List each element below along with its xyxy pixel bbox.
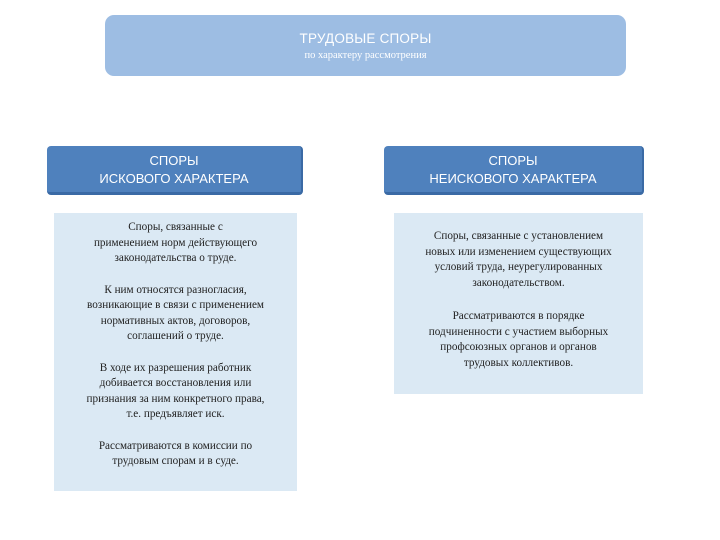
left-p3-line-4: т.е. предъявляет иск. [126,408,225,420]
left-p1-line-1: Споры, связанные с [128,221,223,233]
left-p4-line-1: Рассматриваются в комиссии по [98,439,253,452]
left-p3-line-2: добивается восстановления или [99,377,252,389]
left-paragraph-1 [58,220,293,267]
left-header-box [47,146,303,195]
diagram-subtitle: по характеру рассмотрения [304,50,427,61]
right-p2-line-1: Рассматриваются в порядке [452,310,585,322]
left-p2-line-4: соглашений о труде. [127,330,224,342]
right-p2-line-4: трудовых коллективов. [463,356,574,369]
left-p4-line-2: трудовым спорам и в суде. [112,455,239,467]
left-header-line-1: СПОРЫ [149,153,199,168]
left-p3-line-1: В ходе их разрешения работник [99,361,252,374]
right-p2-line-3: профсоюзных органов и органов [440,341,597,353]
right-header-line-2: НЕИСКОВОГО ХАРАКТЕРА [429,171,597,186]
right-p1-line-2: новых или изменением существующих [425,245,612,258]
left-paragraph-2 [58,283,293,345]
left-paragraph-4 [58,439,293,470]
left-p3-line-3: признания за ним конкретного права, [86,392,265,405]
top-category-box [105,15,626,76]
right-p1-line-3: условий труда, неурегулированных [434,261,603,273]
left-p2-line-3: нормативных актов, договоров, [100,314,251,327]
left-p1-line-2: применением норм действующего [93,236,258,249]
right-paragraph-2 [400,309,637,371]
diagram-title: ТРУДОВЫЕ СПОРЫ [299,31,432,46]
left-p2-line-2: возникающие в связи с применением [86,299,265,311]
right-header-line-1: СПОРЫ [488,153,538,168]
right-p1-line-1: Споры, связанные с установлением [433,230,604,242]
right-p1-line-4: законодательством. [472,276,565,289]
right-content-box [394,213,643,394]
left-header-line-2: ИСКОВОГО ХАРАКТЕРА [99,171,249,186]
left-paragraph-3 [58,361,293,423]
right-p2-line-2: подчиненности с участием выборных [428,325,609,338]
left-content-box [54,213,297,491]
right-header-box [384,146,644,195]
left-p2-line-1: К ним относятся разногласия, [104,283,247,296]
right-paragraph-1 [400,229,637,291]
left-p1-line-3: законодательства о труде. [114,252,237,264]
